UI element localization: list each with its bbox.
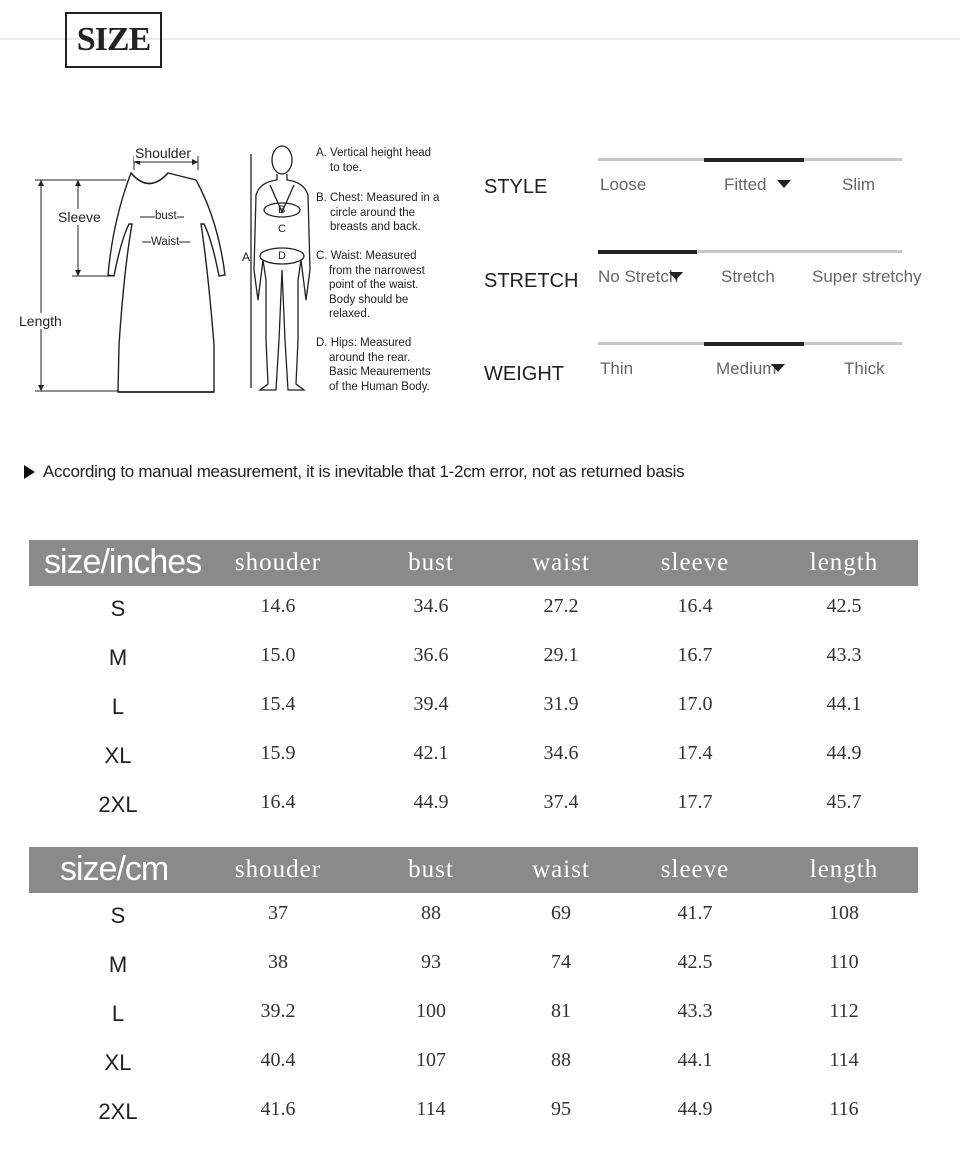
scale-label-style: STYLE: [484, 176, 548, 198]
column-header: waist: [532, 549, 590, 576]
scale-option: Fitted: [724, 175, 767, 194]
column-header: sleeve: [660, 856, 730, 883]
column-header: bust: [408, 549, 454, 576]
scale-option: Super stretchy: [812, 267, 922, 286]
scale-option: Slim: [842, 175, 876, 194]
selected-marker-icon: [669, 272, 683, 280]
table-cell: 114: [416, 1098, 446, 1120]
table-cell: 39.2: [260, 1000, 296, 1022]
bust-label: bust: [155, 210, 177, 222]
row-size-label: XL: [104, 743, 132, 768]
scale-option: No Stretch: [598, 267, 679, 286]
table-cell: 34.6: [413, 595, 449, 617]
table-cell: 93: [421, 951, 441, 973]
row-size-label: 2XL: [98, 1099, 138, 1124]
column-header: bust: [408, 856, 454, 883]
table-cell: 74: [551, 951, 571, 973]
table-cell: 81: [551, 1000, 571, 1022]
note-d: D. Hips: Measured around the rear. Basic Meaurements of the Human Body.: [316, 337, 431, 393]
table-header: [29, 847, 918, 893]
scale-option: Thick: [844, 359, 885, 378]
table-cell: 88: [551, 1049, 571, 1071]
table-cell: 16.4: [677, 595, 713, 617]
table-cell: 17.4: [677, 742, 713, 764]
row-size-label: L: [111, 1001, 125, 1026]
table-cell: 112: [829, 1000, 859, 1022]
note-b: B. Chest: Measured in a circle around the breasts and back.: [316, 192, 440, 233]
column-header: shouder: [234, 856, 322, 883]
note-a: A. Vertical height head to toe.: [316, 147, 432, 174]
table-cell: 38: [268, 951, 288, 973]
table-cell: 37: [268, 902, 288, 924]
table-cell: 44.9: [677, 1098, 713, 1120]
table-cell: 17.7: [677, 791, 713, 813]
table-cell: 44.1: [826, 693, 862, 715]
body-label-c: C: [278, 223, 286, 235]
table-title: size/cm: [60, 850, 169, 888]
column-header: length: [809, 856, 879, 883]
column-header: sleeve: [660, 549, 730, 576]
row-size-label: M: [108, 645, 128, 670]
row-size-label: L: [111, 694, 125, 719]
table-cell: 27.2: [543, 595, 579, 617]
scale-option: Stretch: [721, 267, 775, 286]
table-cell: 43.3: [826, 644, 862, 666]
table-cell: 108: [829, 902, 859, 924]
table-cell: 116: [829, 1098, 859, 1120]
column-header: length: [809, 549, 879, 576]
table-cell: 100: [416, 1000, 446, 1022]
table-cell: 114: [829, 1049, 859, 1071]
scale-option: Medium: [716, 359, 777, 378]
sleeve-label: Sleeve: [58, 209, 101, 225]
table-cell: 41.6: [260, 1098, 296, 1120]
waist-label: Waist: [151, 236, 180, 248]
dress-diagram: [18, 140, 233, 400]
table-cell: 107: [416, 1049, 446, 1071]
table-header: [29, 540, 918, 586]
table-cell: 14.6: [260, 595, 296, 617]
row-size-label: 2XL: [98, 792, 138, 817]
table-cell: 37.4: [543, 791, 579, 813]
table-cell: 44.9: [826, 742, 862, 764]
table-cell: 31.9: [543, 693, 579, 715]
table-cell: 44.1: [677, 1049, 713, 1071]
table-title: size/inches: [44, 543, 202, 581]
table-cell: 36.6: [413, 644, 449, 666]
column-header: shouder: [234, 549, 322, 576]
table-cell: 15.9: [260, 742, 296, 764]
table-cell: 29.1: [543, 644, 579, 666]
scale-option: Thin: [600, 359, 634, 378]
table-cell: 40.4: [260, 1049, 296, 1071]
scale-active-segment: [704, 342, 804, 346]
table-cell: 95: [551, 1098, 571, 1120]
row-size-label: XL: [104, 1050, 132, 1075]
table-cell: 17.0: [677, 693, 713, 715]
note-c: C. Waist: Measured from the narrowest point of the waist. Body should be relaxed.: [316, 250, 425, 320]
table-cell: 41.7: [677, 902, 713, 924]
body-label-a: A: [242, 250, 251, 264]
scale-label-weight: WEIGHT: [484, 363, 564, 385]
table-cell: 44.9: [413, 791, 449, 813]
table-cell: 39.4: [413, 693, 449, 715]
table-cell: 88: [421, 902, 441, 924]
table-cell: 15.4: [260, 693, 296, 715]
row-size-label: M: [108, 952, 128, 977]
measurement-note: According to manual measurement, it is inevitable that 1-2cm error, not as returned basis: [24, 462, 684, 482]
table-cell: 42.1: [413, 742, 449, 764]
table-cell: 45.7: [826, 791, 862, 813]
row-size-label: S: [110, 903, 126, 928]
table-cell: 16.4: [260, 791, 296, 813]
scale-label-stretch: STRETCH: [484, 270, 579, 292]
play-arrow-icon: [24, 465, 35, 479]
table-cell: 69: [551, 902, 571, 924]
row-size-label: S: [110, 596, 126, 621]
shoulder-label: Shoulder: [135, 145, 192, 161]
scale-active-segment: [704, 158, 804, 162]
selected-marker-icon: [771, 364, 785, 372]
page-title: SIZE: [65, 12, 162, 68]
table-cell: 34.6: [543, 742, 579, 764]
table-cell: 42.5: [826, 595, 862, 617]
scale-active-segment: [598, 250, 697, 254]
table-cell: 16.7: [677, 644, 713, 666]
body-label-d: D: [278, 250, 286, 262]
table-cell: 43.3: [677, 1000, 713, 1022]
table-cell: 15.0: [260, 644, 296, 666]
body-diagram: [238, 140, 318, 395]
table-cell: 42.5: [677, 951, 713, 973]
length-label: Length: [19, 313, 62, 329]
body-label-b: B: [278, 204, 286, 216]
scale-option: Loose: [600, 175, 647, 194]
column-header: waist: [532, 856, 590, 883]
selected-marker-icon: [777, 180, 791, 188]
table-cell: 110: [829, 951, 859, 973]
